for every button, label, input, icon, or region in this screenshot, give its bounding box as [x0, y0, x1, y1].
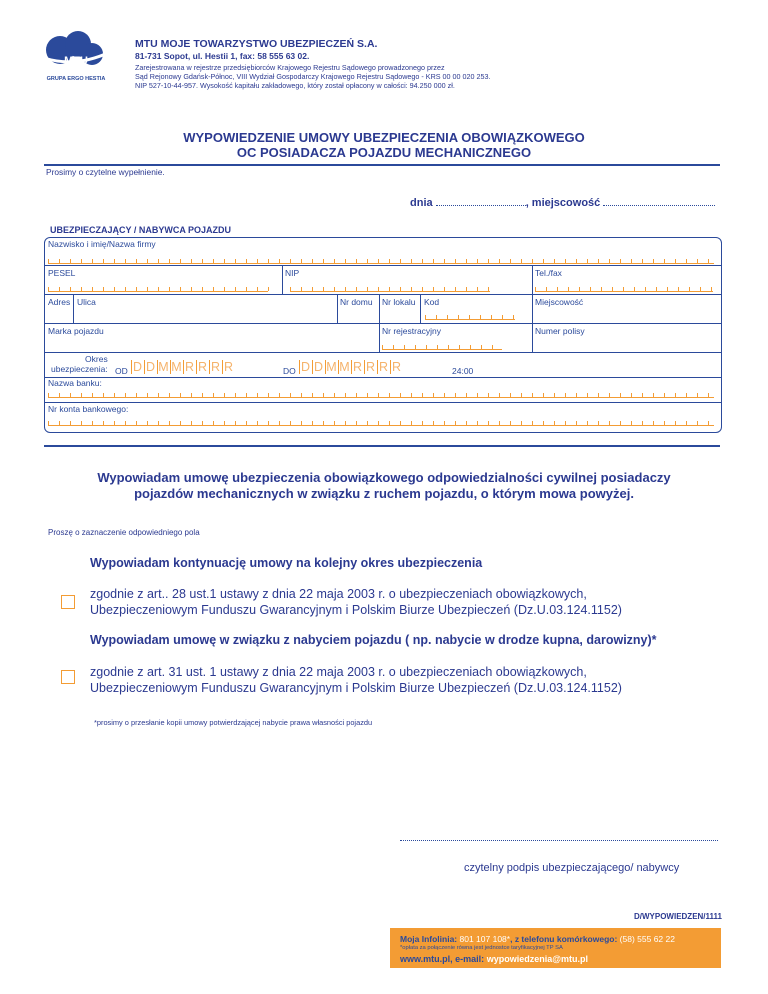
fee-note: *opłata za połączenie równa jest jednostce taryfikacyjnej TP SA — [400, 945, 563, 951]
name-input[interactable] — [48, 258, 714, 264]
reg-line-3: NIP 527-10-44-957. Wysokość kapitału zakładowego, który został opłacony w całości: 94.250 000 zł. — [135, 81, 455, 90]
mark-instruction: Proszę o zaznaczenie odpowiedniego pola — [48, 528, 200, 537]
svg-text:MTU: MTU — [64, 55, 88, 67]
place-label: , miejscowość — [525, 197, 601, 209]
nip-input[interactable] — [290, 286, 490, 292]
date-cell[interactable]: R — [391, 360, 403, 374]
contact-box — [390, 928, 721, 968]
date-cell[interactable]: M — [158, 360, 170, 374]
option1-checkbox[interactable] — [61, 595, 75, 609]
main-statement — [0, 470, 768, 502]
company-registration — [135, 63, 605, 90]
account-no-input[interactable] — [48, 420, 714, 426]
postcode-input[interactable] — [425, 314, 515, 320]
option2-line-2: Ubezpieczeniowym Funduszu Gwarancyjnym i Polskim Biurze Ubezpieczeń (Dz.U.03.124.1152) — [90, 681, 622, 695]
option2-text — [90, 664, 622, 696]
email-link[interactable]: wypowiedzenia@mtu.pl — [486, 954, 588, 964]
company-name: MTU MOJE TOWARZYSTWO UBEZPIECZEŃ S.A. — [135, 38, 378, 50]
mobile-number: (58) 555 62 22 — [619, 934, 675, 944]
website-link[interactable]: www.mtu.pl — [400, 954, 451, 964]
reg-line-2: Sąd Rejonowy Gdańsk-Północ, VIII Wydział Gospodarczy Krajowego Rejestru Sądowego - KRS 00 00 020 253. — [135, 72, 491, 81]
place-field[interactable] — [603, 205, 715, 206]
tel-label: Tel./fax — [535, 268, 562, 278]
date-cell[interactable]: R — [210, 360, 222, 374]
tel-input[interactable] — [535, 286, 713, 292]
car-make-label: Marka pojazdu — [48, 326, 104, 336]
from-date-input[interactable] — [131, 360, 235, 374]
section-rule — [44, 445, 720, 447]
to-label: DO — [283, 366, 296, 376]
account-no-label: Nr konta bankowego: — [48, 404, 129, 414]
document-code: D/WYPOWIEDZEN/1111 — [633, 912, 722, 921]
mobile-label: , z telefonu komórkowego: — [510, 934, 618, 944]
option2-heading: Wypowiadam umowę w związku z nabyciem pojazdu ( np. nabycie w drodze kupna, darowizny)* — [90, 633, 657, 647]
from-label: OD — [115, 366, 128, 376]
date-cell[interactable]: D — [313, 360, 325, 374]
date-cell[interactable]: R — [378, 360, 390, 374]
pesel-input[interactable] — [48, 286, 268, 292]
document-title — [0, 130, 768, 160]
signature-label: czytelny podpis ubezpieczającego/ nabywcy — [464, 862, 680, 874]
reg-line-1: Zarejestrowana w rejestrze przedsiębiorców Krajowego Rejestru Sądowego prowadzonego przez — [135, 63, 445, 72]
date-cell[interactable]: M — [171, 360, 183, 374]
date-cell[interactable]: R — [352, 360, 364, 374]
title-line-2: OC POSIADACZA POJAZDU MECHANICZNEGO — [236, 145, 532, 160]
bank-name-input[interactable] — [48, 392, 714, 398]
to-date-input[interactable] — [299, 360, 403, 374]
option2-checkbox[interactable] — [61, 670, 75, 684]
option1-line-1: zgodnie z art.. 28 ust.1 ustawy z dnia 22 maja 2003 r. o ubezpieczeniach obowiązkowych, — [90, 587, 587, 601]
fill-instruction: Prosimy o czytelne wypełnienie. — [46, 167, 165, 177]
pesel-label: PESEL — [48, 268, 76, 278]
option1-text — [90, 586, 622, 618]
policyholder-form — [44, 237, 722, 433]
title-line-1: WYPOWIEDZENIE UMOWY UBEZPIECZENIA OBOWIĄZKOWEGO — [183, 130, 585, 145]
option1-heading: Wypowiadam kontynuację umowy na kolejny okres ubezpieczenia — [90, 556, 483, 570]
name-label: Nazwisko i imię/Nazwa firmy — [48, 239, 156, 249]
date-field[interactable] — [436, 205, 526, 206]
bank-name-label: Nazwa banku: — [48, 378, 102, 388]
postcode-label: Kod — [424, 297, 440, 307]
date-label: dnia — [410, 197, 433, 209]
option2-line-1: zgodnie z art. 31 ust. 1 ustawy z dnia 22 maja 2003 r. o ubezpieczeniach obowiązkowych, — [90, 665, 587, 679]
date-cell[interactable]: R — [365, 360, 377, 374]
street-label: Ulica — [77, 297, 96, 307]
date-cell[interactable]: R — [223, 360, 235, 374]
time-label: 24:00 — [452, 366, 474, 376]
period-label-2: ubezpieczenia: — [51, 364, 108, 374]
nip-label: NIP — [285, 268, 300, 278]
email-label: , e-mail: — [450, 954, 485, 964]
period-label-1: Okres — [85, 354, 108, 364]
date-cell[interactable]: M — [339, 360, 351, 374]
date-cell[interactable]: R — [197, 360, 209, 374]
signature-field[interactable] — [400, 840, 718, 841]
web-line — [400, 954, 588, 964]
contact-line — [400, 934, 675, 944]
date-place-row — [410, 197, 715, 209]
option1-line-2: Ubezpieczeniowym Funduszu Gwarancyjnym i Polskim Biurze Ubezpieczeń (Dz.U.03.124.1152) — [90, 603, 622, 617]
address-label: Adres — [48, 297, 71, 307]
flat-no-label: Nr lokalu — [382, 297, 416, 307]
city-label: Miejscowość — [535, 297, 584, 307]
infolinia-label: Moja Infolinia: — [400, 934, 458, 944]
section-title: UBEZPIECZAJĄCY / NABYWCA POJAZDU — [50, 225, 232, 235]
infolinia-number: 801 107 108* — [459, 934, 511, 944]
svg-text:GRUPA ERGO HESTIA: GRUPA ERGO HESTIA — [46, 76, 106, 82]
period-label — [51, 354, 108, 374]
mtu-logo — [40, 28, 112, 86]
statement-line-2: pojazdów mechanicznych w związku z ruchem pojazdu, o którym mowa powyżej. — [134, 486, 634, 501]
house-no-label: Nr domu — [340, 297, 373, 307]
footnote: *prosimy o przesłanie kopii umowy potwierdzającej nabycie prawa własności pojazdu — [94, 718, 373, 727]
title-rule — [44, 164, 720, 166]
date-cell[interactable]: D — [132, 360, 144, 374]
reg-no-label: Nr rejestracyjny — [382, 326, 442, 336]
date-cell[interactable]: M — [326, 360, 338, 374]
policy-no-label: Numer polisy — [535, 326, 585, 336]
date-cell[interactable]: D — [300, 360, 312, 374]
date-cell[interactable]: R — [184, 360, 196, 374]
date-cell[interactable]: D — [145, 360, 157, 374]
statement-line-1: Wypowiadam umowę ubezpieczenia obowiązkowego odpowiedzialności cywilnej posiadaczy — [97, 470, 671, 485]
company-address: 81-731 Sopot, ul. Hestii 1, fax: 58 555 63 02. — [135, 51, 310, 61]
reg-no-input[interactable] — [382, 344, 502, 350]
